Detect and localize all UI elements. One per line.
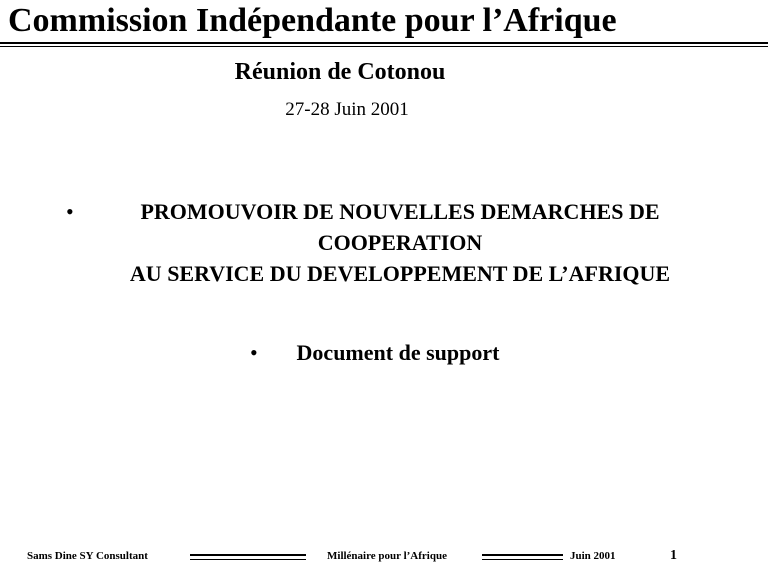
footer-subject: Millénaire pour l’Afrique [327, 550, 447, 562]
slide-footer [0, 547, 768, 567]
bullet-marker: • [250, 340, 258, 365]
footer-date: Juin 2001 [570, 550, 616, 562]
bullet-theme-line1: PROMOUVOIR DE NOUVELLES DEMARCHES DE COOPERATION [140, 199, 660, 255]
bullet-item-document [248, 337, 548, 368]
bullet-item-theme [66, 196, 730, 289]
page-number: 1 [670, 548, 677, 563]
meeting-date: 27-28 Juin 2001 [285, 99, 409, 120]
bullet-marker: • [66, 199, 74, 224]
footer-rule [190, 554, 306, 560]
bullet-document-text: Document de support [296, 340, 500, 365]
title-rule [0, 42, 768, 47]
meeting-name: Réunion de Cotonou [234, 59, 446, 85]
footer-author: Sams Dine SY Consultant [27, 550, 148, 562]
footer-rule [482, 554, 563, 560]
slide-title: Commission Indépendante pour l’Afrique [8, 2, 617, 39]
bullet-list [0, 196, 768, 368]
bullet-theme-line2: AU SERVICE DU DEVELOPPEMENT DE L’AFRIQUE [129, 261, 671, 286]
